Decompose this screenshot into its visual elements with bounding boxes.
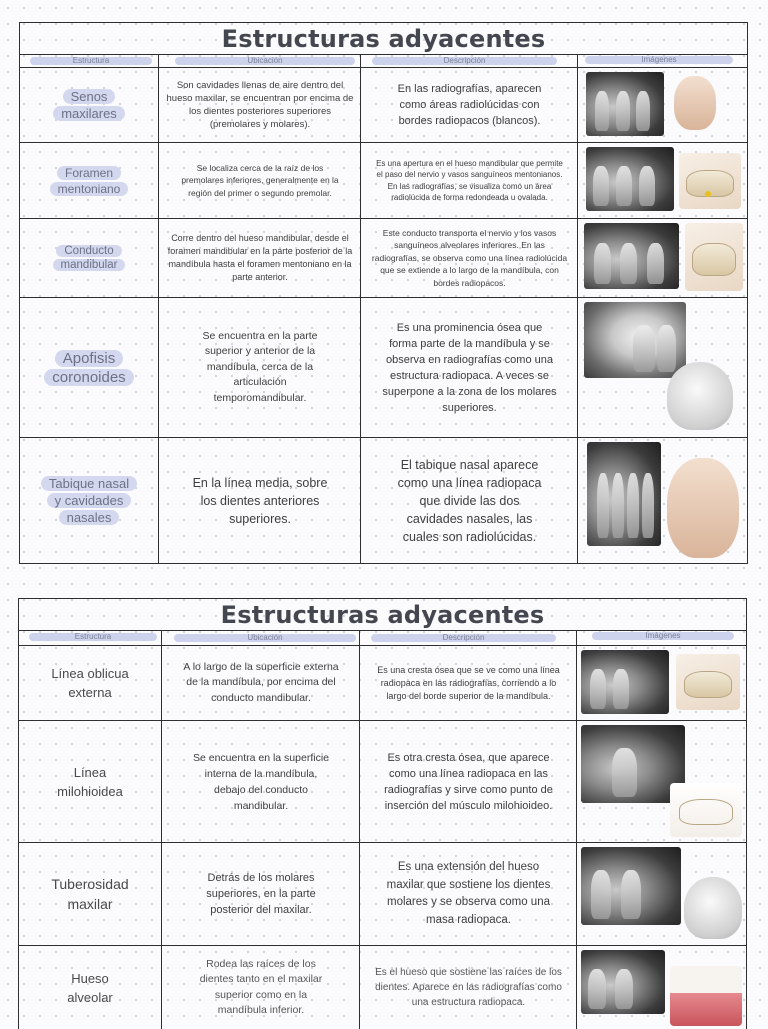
table-row-label: Tuberosidad maxilar — [51, 876, 129, 912]
table-sheet-2 — [18, 598, 747, 1029]
column-divider — [577, 54, 578, 563]
ilustracion-rostro-senos-image — [674, 76, 716, 130]
radiografia-conducto-mandibular-image — [584, 223, 679, 289]
sheet-title: Estructuras adyacentes — [221, 25, 546, 53]
descripcion-cell: Es una cresta ósea que se ve como una línea radiopaca en las radiografías, corriendo a lo largo del borde superior de la mandíbula. — [377, 664, 560, 701]
descripcion-cell: Es una apertura en el hueso mandibular que permite el paso del nervio y vasos sanguíneos mentonianos. En las radiografías, se visualiza como un área radiolúcida de forma redondeada u ovalada. — [376, 158, 563, 202]
radiografia-hueso-alveolar-image — [581, 950, 665, 1014]
table-row-label: Apofisis coronoides — [20, 298, 158, 437]
ilustracion-craneo-maxilar-image — [684, 877, 742, 939]
ilustracion-craneo-image — [667, 362, 733, 430]
images-cell — [578, 646, 746, 720]
ilustracion-conducto-image — [685, 223, 743, 291]
radiografia-linea-oblicua-image — [581, 650, 669, 714]
descripcion-cell: Es una extensión del hueso maxilar que sostiene los dientes molares y se observa como una masa radiopaca. — [386, 861, 551, 926]
ilustracion-rostro-nasal-image — [667, 458, 739, 558]
header-ubicacion: Ubicación — [175, 57, 355, 65]
images-cell — [578, 843, 746, 945]
column-divider — [158, 54, 159, 563]
sheet-title: Estructuras adyacentes — [220, 601, 545, 629]
ubicacion-cell: Rodea las raíces de los dientes tanto en el maxilar superior como en la mandíbula inferior. — [199, 957, 323, 1016]
ubicacion-cell: Se localiza cerca de la raíz de los premolares inferiores, generalmente en la región del primer o segundo premolar. — [181, 162, 339, 198]
ubicacion-cell: Detrás de los molares superiores, en la parte posterior del maxilar. — [206, 872, 316, 916]
header-imagenes: Imágenes — [592, 632, 734, 640]
ilustracion-mandibula-image — [679, 153, 741, 209]
header-estructura: Estructura — [29, 633, 157, 641]
descripcion-cell: En las radiografías, aparecen como áreas radiolúcidas con bordes radiopacos (blancos). — [397, 83, 542, 127]
descripcion-cell: Es el hueso que sostiene las raíces de los dientes. Aparece en las radiografías como una estructura radiopaca. — [375, 967, 562, 1008]
ubicacion-cell: Corre dentro del hueso mandibular, desde el foramen mandibular en la parte posterior de la mandíbula hasta el foramen mentoniano en la parte anterior. — [167, 233, 353, 282]
ubicacion-cell: Son cavidades llenas de aire dentro del hueso maxilar, se encuentran por encima de los dientes posteriores superiores (premolares y molares). — [166, 80, 354, 130]
header-ubicacion: Ubicación — [174, 634, 356, 642]
radiografia-senos-maxilares-image — [586, 72, 664, 136]
images-cell — [579, 438, 747, 563]
header-descripcion: Descripción — [371, 634, 556, 642]
column-divider — [161, 630, 162, 1029]
table-row-label: Línea milohioidea — [57, 764, 123, 799]
descripcion-cell: Es otra cresta ósea, que aparece como una línea radiopaca en las radiografías y sirve como punto de inserción del músculo milohioideo. — [384, 751, 553, 812]
images-cell — [579, 68, 747, 142]
table-row-label: Foramen mentoniano — [20, 143, 158, 218]
table-row-label: Hueso alveolar — [67, 970, 113, 1005]
ubicacion-cell: En la línea media, sobre los dientes anteriores superiores. — [192, 475, 328, 526]
radiografia-tuberosidad-image — [581, 847, 681, 925]
table-row-label: Senos maxilares — [20, 68, 158, 142]
table-row-label: Tabique nasal y cavidades nasales — [20, 438, 158, 563]
descripcion-cell: Es una prominencia ósea que forma parte de la mandíbula y se observa en radiografías como una estructura radiopaca. A veces se superpone a la zona de los molares superiores. — [382, 321, 557, 414]
divider — [20, 54, 747, 55]
column-divider — [576, 630, 577, 1029]
header-estructura: Estructura — [30, 57, 152, 65]
divider — [19, 630, 746, 631]
descripcion-cell: Este conducto transporta el nervio y los vasos sanguíneos alveolares inferiores. En las radiografías, se observa como una línea radiolúcida que se extiende a lo largo de la mandíbula, con bordes radiopacos. — [371, 227, 568, 288]
images-cell — [579, 298, 747, 437]
header-imagenes: Imágenes — [585, 56, 733, 64]
ubicacion-cell: A lo largo de la superficie externa de la mandíbula, por encima del conducto mandibular. — [183, 660, 339, 704]
ilustracion-mandibula-interna-image — [670, 783, 742, 837]
radiografia-foramen-mentoniano-image — [586, 147, 674, 211]
images-cell — [579, 143, 747, 218]
images-cell — [579, 219, 747, 297]
table-row-label: Línea oblicua externa — [51, 666, 129, 700]
ubicacion-cell: Se encuentra en la superficie interna de la mandíbula, debajo del conducto mandibular. — [192, 751, 329, 812]
table-row-label: Conducto mandibular — [20, 219, 158, 297]
table-sheet-1 — [19, 22, 748, 564]
descripcion-cell: El tabique nasal aparece como una línea radiopaca que divide las dos cavidades nasales, las cuales son radiolúcidas. — [397, 457, 542, 544]
images-cell — [578, 721, 746, 842]
header-descripcion: Descripción — [372, 57, 557, 65]
ilustracion-diente-encia-image — [670, 966, 742, 1026]
ilustracion-mandibula-oblicua-image — [676, 654, 740, 710]
radiografia-apofisis-coronoides-image — [584, 302, 686, 378]
images-cell — [578, 946, 746, 1029]
column-divider — [359, 630, 360, 1029]
radiografia-tabique-nasal-image — [587, 442, 661, 546]
ubicacion-cell: Se encuentra en la parte superior y anterior de la mandíbula, cerca de la articulación temporomandibular. — [202, 329, 318, 404]
column-divider — [360, 54, 361, 563]
